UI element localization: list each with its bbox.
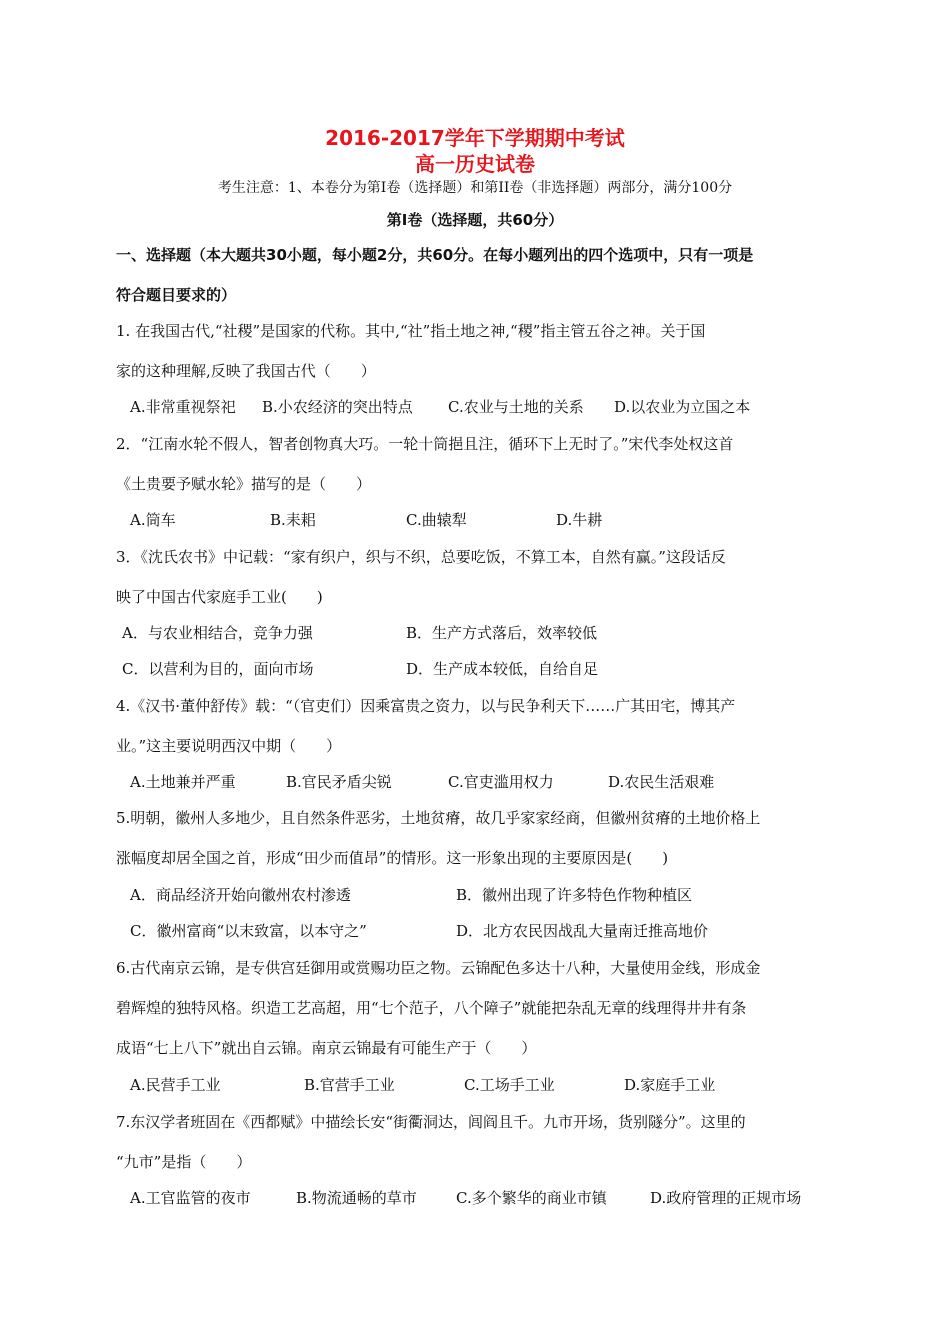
option-d: D.以农业为立国之本 xyxy=(614,398,751,416)
question-text: 4.《汉书·董仲舒传》载：“（官吏们）因乘富贵之资力，以与民争利天下……广其田宅，博其产 xyxy=(116,697,736,715)
question-text: 成语“七上八下”就出自云锦。南京云锦最有可能生产于（ ） xyxy=(116,1039,537,1057)
section-instruction-cont: 符合题目要求的） xyxy=(116,286,237,304)
question-text: 业。”这主要说明西汉中期（ ） xyxy=(116,737,342,755)
option-d: D.政府管理的正规市场 xyxy=(650,1189,802,1207)
question-text: 涨幅度却居全国之首，形成“田少而值昂”的情形。这一形象出现的主要原因是( ) xyxy=(116,849,669,867)
option-a: A.土地兼并严重 xyxy=(130,773,236,791)
option-b: B.官民矛盾尖锐 xyxy=(286,773,392,791)
question-text: 3．《沈氏农书》中记载：“家有织户，织与不织，总要吃饭，不算工本，自然有赢。”这段话反 xyxy=(116,548,726,566)
question-text: 碧辉煌的独特风格。织造工艺高超，用“七个范子，八个障子”就能把杂乱无章的线理得井井有条 xyxy=(116,999,747,1017)
option-c: C.多个繁华的商业市镇 xyxy=(456,1189,607,1207)
option-a: A.工官监管的夜市 xyxy=(130,1189,251,1207)
option-c: C.工场手工业 xyxy=(464,1076,555,1094)
question-text: 5.明朝，徽州人多地少，且自然条件恶劣，土地贫瘠，故几乎家家经商，但徽州贫瘠的土地价格上 xyxy=(116,809,761,827)
question-text: 6.古代南京云锦，是专供宫廷御用或赏赐功臣之物。云锦配色多达十八种，大量使用金线，形成金 xyxy=(116,959,761,977)
section-heading: 第Ⅰ卷（选择题，共60分） xyxy=(386,211,564,229)
question-text: 映了中国古代家庭手工业( ) xyxy=(116,588,323,606)
question-text: 7.东汉学者班固在《西都赋》中描绘长安“街衢洞达，闾阎且千。九市开场，货别隧分”。这里的 xyxy=(116,1113,746,1131)
question-text: 家的这种理解,反映了我国古代（ ） xyxy=(116,362,376,380)
section-instruction: 一、选择题（本大题共30小题，每小题2分，共60分。在每小题列出的四个选项中，只有一项是 xyxy=(116,246,754,264)
exam-title: 2016-2017学年下学期期中考试 xyxy=(325,126,625,150)
option-d: D．北方农民因战乱大量南迁推高地价 xyxy=(456,922,709,940)
option-d: D．生产成本较低，自给自足 xyxy=(406,660,599,678)
option-d: D.牛耕 xyxy=(556,511,603,529)
option-d: D.家庭手工业 xyxy=(624,1076,716,1094)
option-c: C．徽州富商“以末致富，以本守之” xyxy=(130,922,367,940)
option-b: B.官营手工业 xyxy=(304,1076,395,1094)
exam-notice: 考生注意：1、本卷分为第I卷（选择题）和第II卷（非选择题）两部分，满分100分 xyxy=(217,180,733,196)
option-a: A.筒车 xyxy=(130,511,176,529)
option-c: C.官吏滥用权力 xyxy=(448,773,554,791)
option-b: B．生产方式落后，效率较低 xyxy=(406,624,598,642)
question-text: 2．“江南水轮不假人，智者创物真大巧。一轮十筒挹且注，循环下上无时了。”宋代李处权这首 xyxy=(116,435,734,453)
question-text: 1. 在我国古代,“社稷”是国家的代称。其中,“社”指土地之神,“稷”指主管五谷之神。关于国 xyxy=(116,322,706,340)
option-c: C．以营利为目的，面向市场 xyxy=(122,660,314,678)
option-b: B.耒耜 xyxy=(270,511,316,529)
option-a: A．与农业相结合，竞争力强 xyxy=(122,624,313,642)
option-c: C.曲辕犁 xyxy=(406,511,467,529)
option-c: C.农业与土地的关系 xyxy=(448,398,584,416)
option-a: A．商品经济开始向徽州农村渗透 xyxy=(130,886,351,904)
exam-subtitle: 高一历史试卷 xyxy=(415,152,535,176)
option-b: B.小农经济的突出特点 xyxy=(262,398,413,416)
option-b: B.物流通畅的草市 xyxy=(296,1189,417,1207)
option-d: D.农民生活艰难 xyxy=(608,773,715,791)
option-b: B．徽州出现了许多特色作物种植区 xyxy=(456,886,693,904)
question-text: 《土贵要予赋水轮》描写的是（ ） xyxy=(116,475,372,493)
option-a: A.民营手工业 xyxy=(130,1076,221,1094)
option-a: A.非常重视祭祀 xyxy=(130,398,236,416)
question-text: “九市”是指（ ） xyxy=(116,1153,252,1171)
